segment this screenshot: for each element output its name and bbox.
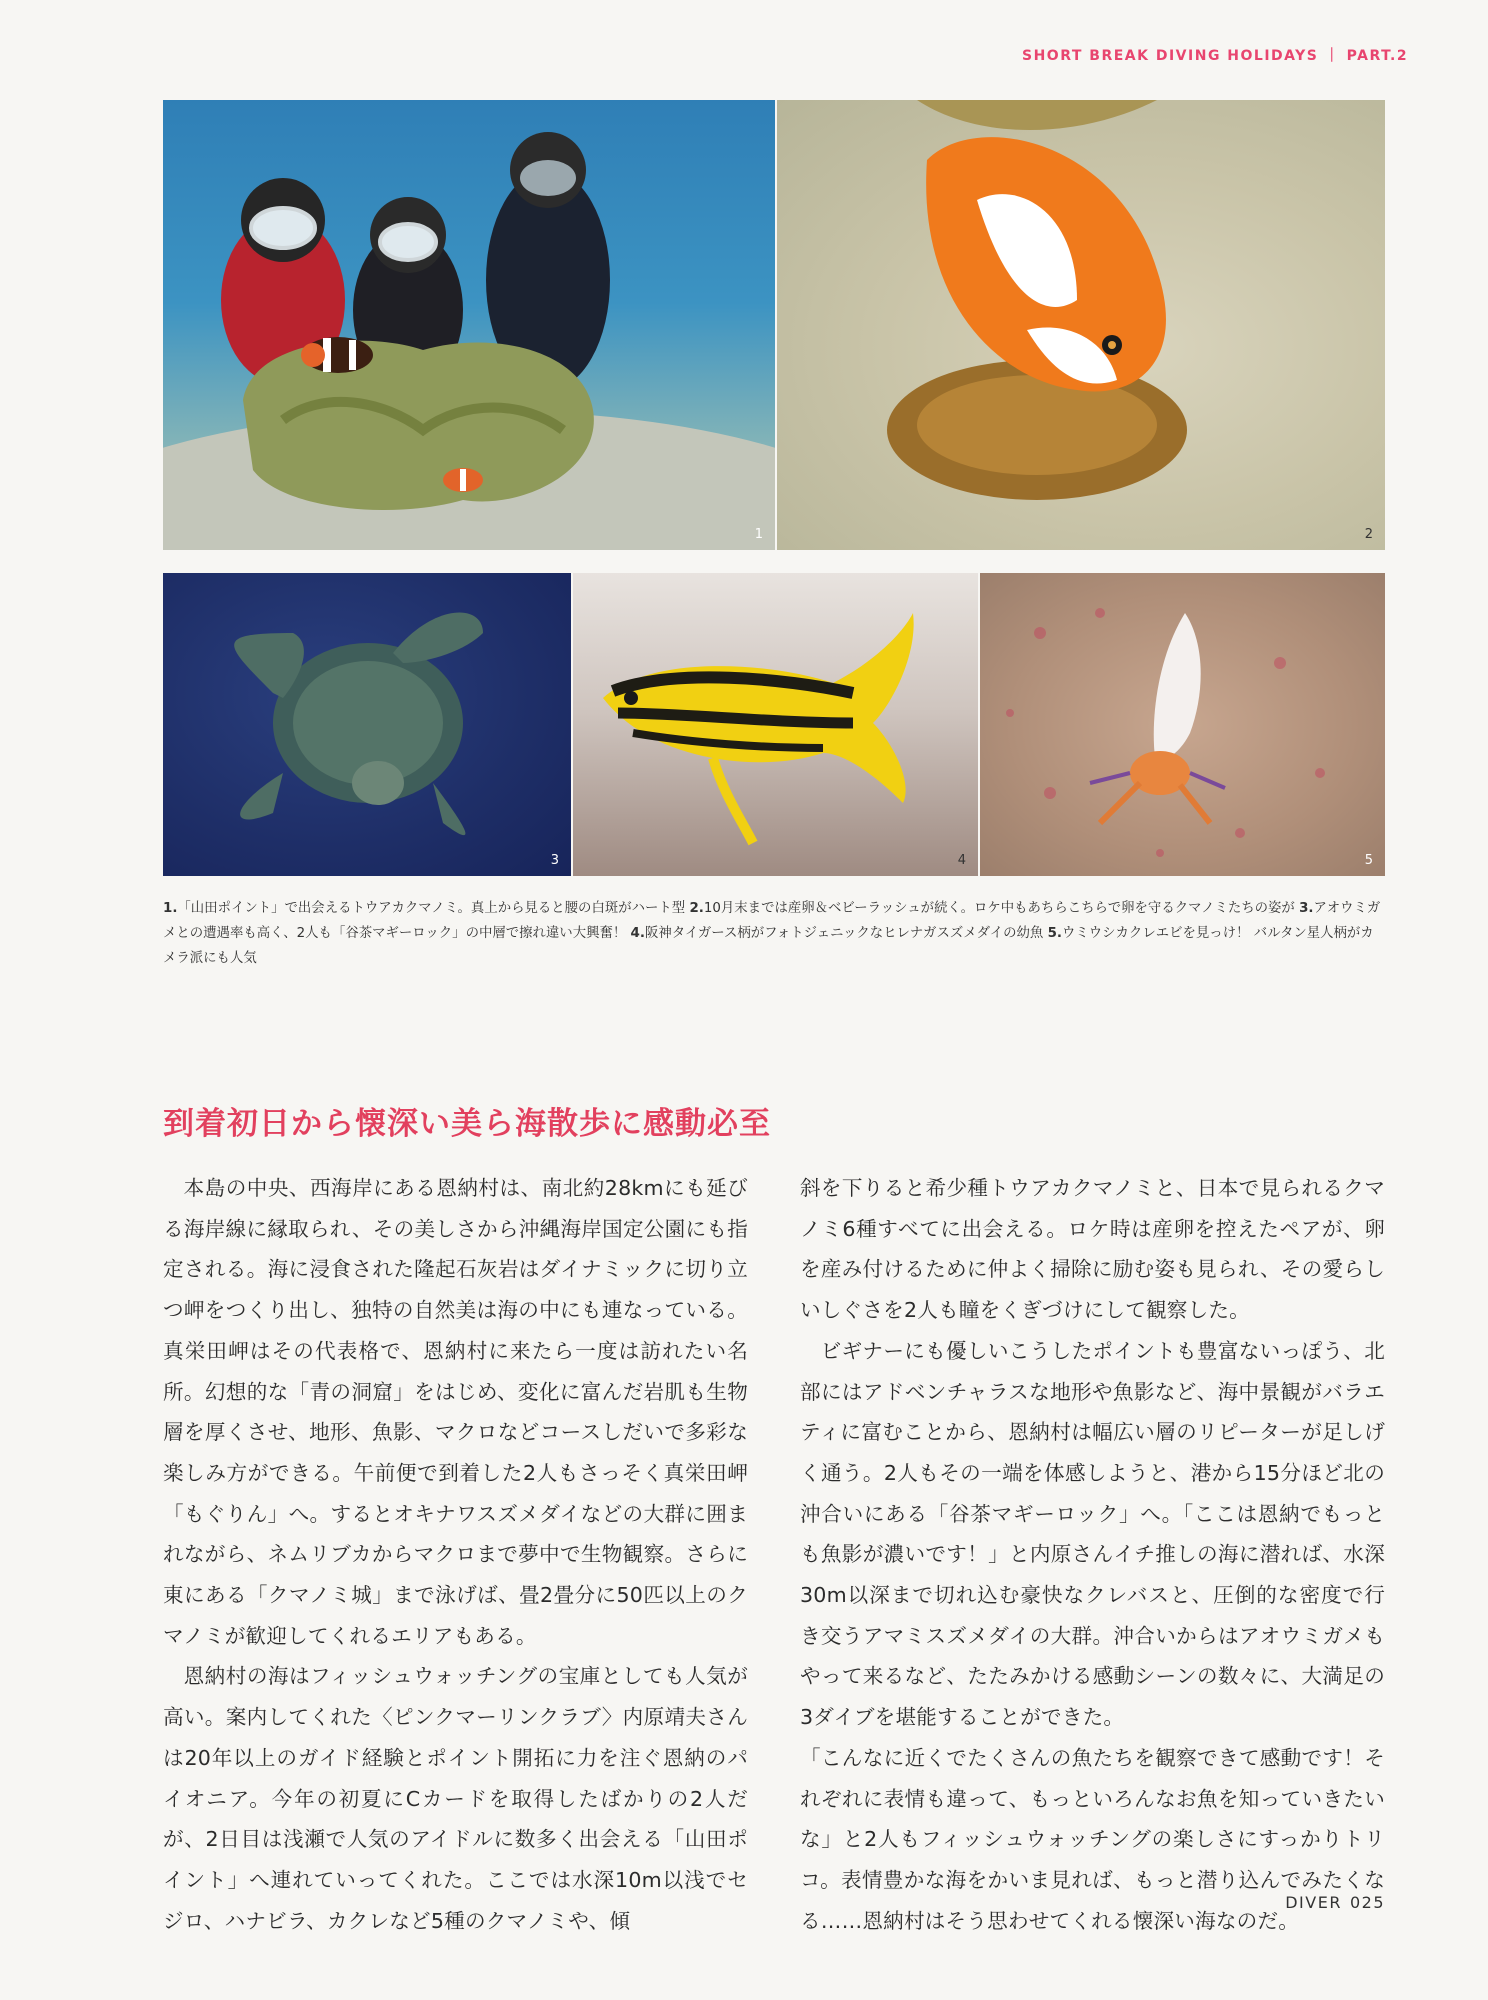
striped-fish [603, 613, 914, 843]
body-column-right [800, 1168, 1385, 1941]
photo-striped-fish [573, 573, 978, 876]
photo-number: 1 [754, 527, 763, 542]
caption-text: 阪神タイガース柄がフォトジェニックなヒレナガスズメダイの幼魚 [644, 926, 1044, 941]
clownfish-tiny [443, 468, 483, 492]
caption-number: 4. [630, 926, 645, 941]
photo-number: 3 [550, 853, 559, 868]
caption-number: 1. [163, 901, 178, 916]
caption-text: ウミウシカクレエビを見っけ！ バルタン星人柄がカメラ派にも人気 [163, 926, 1374, 966]
photo-number: 5 [1364, 853, 1373, 868]
page-number: 025 [1349, 1893, 1385, 1912]
caption-text: アオウミガメとの遭遇率も高く、2人も「谷茶マギーロック」の中層で擦れ違い大興奮！ [163, 901, 1381, 941]
running-head: SHORT BREAK DIVING HOLIDAYS ｜ PART.2 [1022, 48, 1409, 64]
sea-turtle [234, 613, 483, 836]
body-column-left [163, 1168, 748, 1941]
photo-divers-anemone [163, 100, 775, 550]
photo-caption [163, 896, 1385, 971]
emperor-shrimp-illustration [980, 573, 1385, 876]
clownfish-eggs-illustration [777, 100, 1385, 550]
article-heading: 到着初日から懐深い美ら海散歩に感動必至 [163, 1106, 771, 1142]
emperor-shrimp [1090, 613, 1225, 823]
photo-clownfish-eggs [777, 100, 1385, 550]
folio [1085, 1893, 1385, 1912]
caption-text: 「山田ポイント」で出会えるトウアカクマノミ。真上から見ると腰の白斑がハート型 [177, 901, 686, 916]
photo-number: 4 [957, 853, 966, 868]
caption-number: 2. [689, 901, 704, 916]
striped-fish-illustration [573, 573, 978, 876]
sea-turtle-illustration [163, 573, 571, 876]
body-paragraph: 「こんなに近くでたくさんの魚たちを観察できて感動です！それぞれに表情も違って、もっといろんなお魚を知っていきたいな」と2人もフィッシュウォッチングの楽しさにすっかりトリコ。表情豊かな海をかいま見れば、もっと潜り込んでみたくなる……恩納村はそう思わせてくれる懐深い海なのだ。 [800, 1745, 1385, 1933]
body-paragraph: 恩納村の海はフィッシュウォッチングの宝庫としても人気が高い。案内してくれた〈ピンクマーリンクラブ〉内原靖夫さんは20年以上のガイド経験とポイント開拓に力を注ぐ恩納のパイオニア。今年の初夏にCカードを取得したばかりの2人だが、2日目は浅瀬で人気のアイドルに数多く出会える「山田ポイント」へ連れていってくれた。ここでは水深10m以浅でセジロ、ハナビラ、カクレなど5種のクマノミや、傾 [163, 1664, 748, 1933]
body-paragraph: ビギナーにも優しいこうしたポイントも豊富ないっぽう、北部にはアドベンチャラスな地形や魚影など、海中景観がバラエティに富むことから、恩納村は幅広い層のリピーターが足しげく通う。2人もその一端を体感しようと、港から15分ほど北の沖合いにある「谷茶マギーロック」へ。「ここは恩納でもっとも魚影が濃いです！」と内原さんイチ推しの海に潜れば、水深30m以深まで切れ込む豪快なクレバスと、圧倒的な密度で行き交うアマミスズメダイの大群。沖合いからはアオウミガメもやって来るなど、たたみかける感動シーンの数々に、大満足の3ダイブを堪能することができた。 [800, 1338, 1385, 1730]
body-paragraph: 本島の中央、西海岸にある恩納村は、南北約28kmにも延びる海岸線に縁取られ、その美しさから沖縄海岸国定公園にも指定される。海に浸食された隆起石灰岩はダイナミックに切り立つ岬をつくり出し、独特の自然美は海の中にも連なっている。真栄田岬はその代表格で、恩納村に来たら一度は訪れたい名所。幻想的な「青の洞窟」をはじめ、変化に富んだ岩肌も生物層を厚くさせ、地形、魚影、マクロなどコースしだいで多彩な楽しみ方ができる。午前便で到着した2人もさっそく真栄田岬「もぐりん」へ。するとオキナワスズメダイなどの大群に囲まれながら、ネムリブカからマクロまで夢中で生物観察。さらに東にある「クマノミ城」まで泳げば、畳2畳分に50匹以上のクマノミが歓迎してくれるエリアもある。 [163, 1176, 748, 1648]
caption-number: 5. [1047, 926, 1062, 941]
caption-number: 3. [1299, 901, 1314, 916]
clownfish-large [926, 137, 1166, 391]
photo-number: 2 [1364, 527, 1373, 542]
photo-emperor-shrimp [980, 573, 1385, 876]
body-paragraph: 斜を下りると希少種トウアカクマノミと、日本で見られるクマノミ6種すべてに出会える。ロケ時は産卵を控えたペアが、卵を産み付けるために仲よく掃除に励む姿も見られ、その愛らしいしぐさを2人も瞳をくぎづけにして観察した。 [800, 1176, 1385, 1323]
photo-sea-turtle [163, 573, 571, 876]
caption-text: 10月末までは産卵＆ベビーラッシュが続く。ロケ中もあちらこちらで卵を守るクマノミたちの姿が [703, 901, 1295, 916]
magazine-name: DIVER [1285, 1893, 1342, 1912]
divers-anemone-illustration [163, 100, 775, 550]
